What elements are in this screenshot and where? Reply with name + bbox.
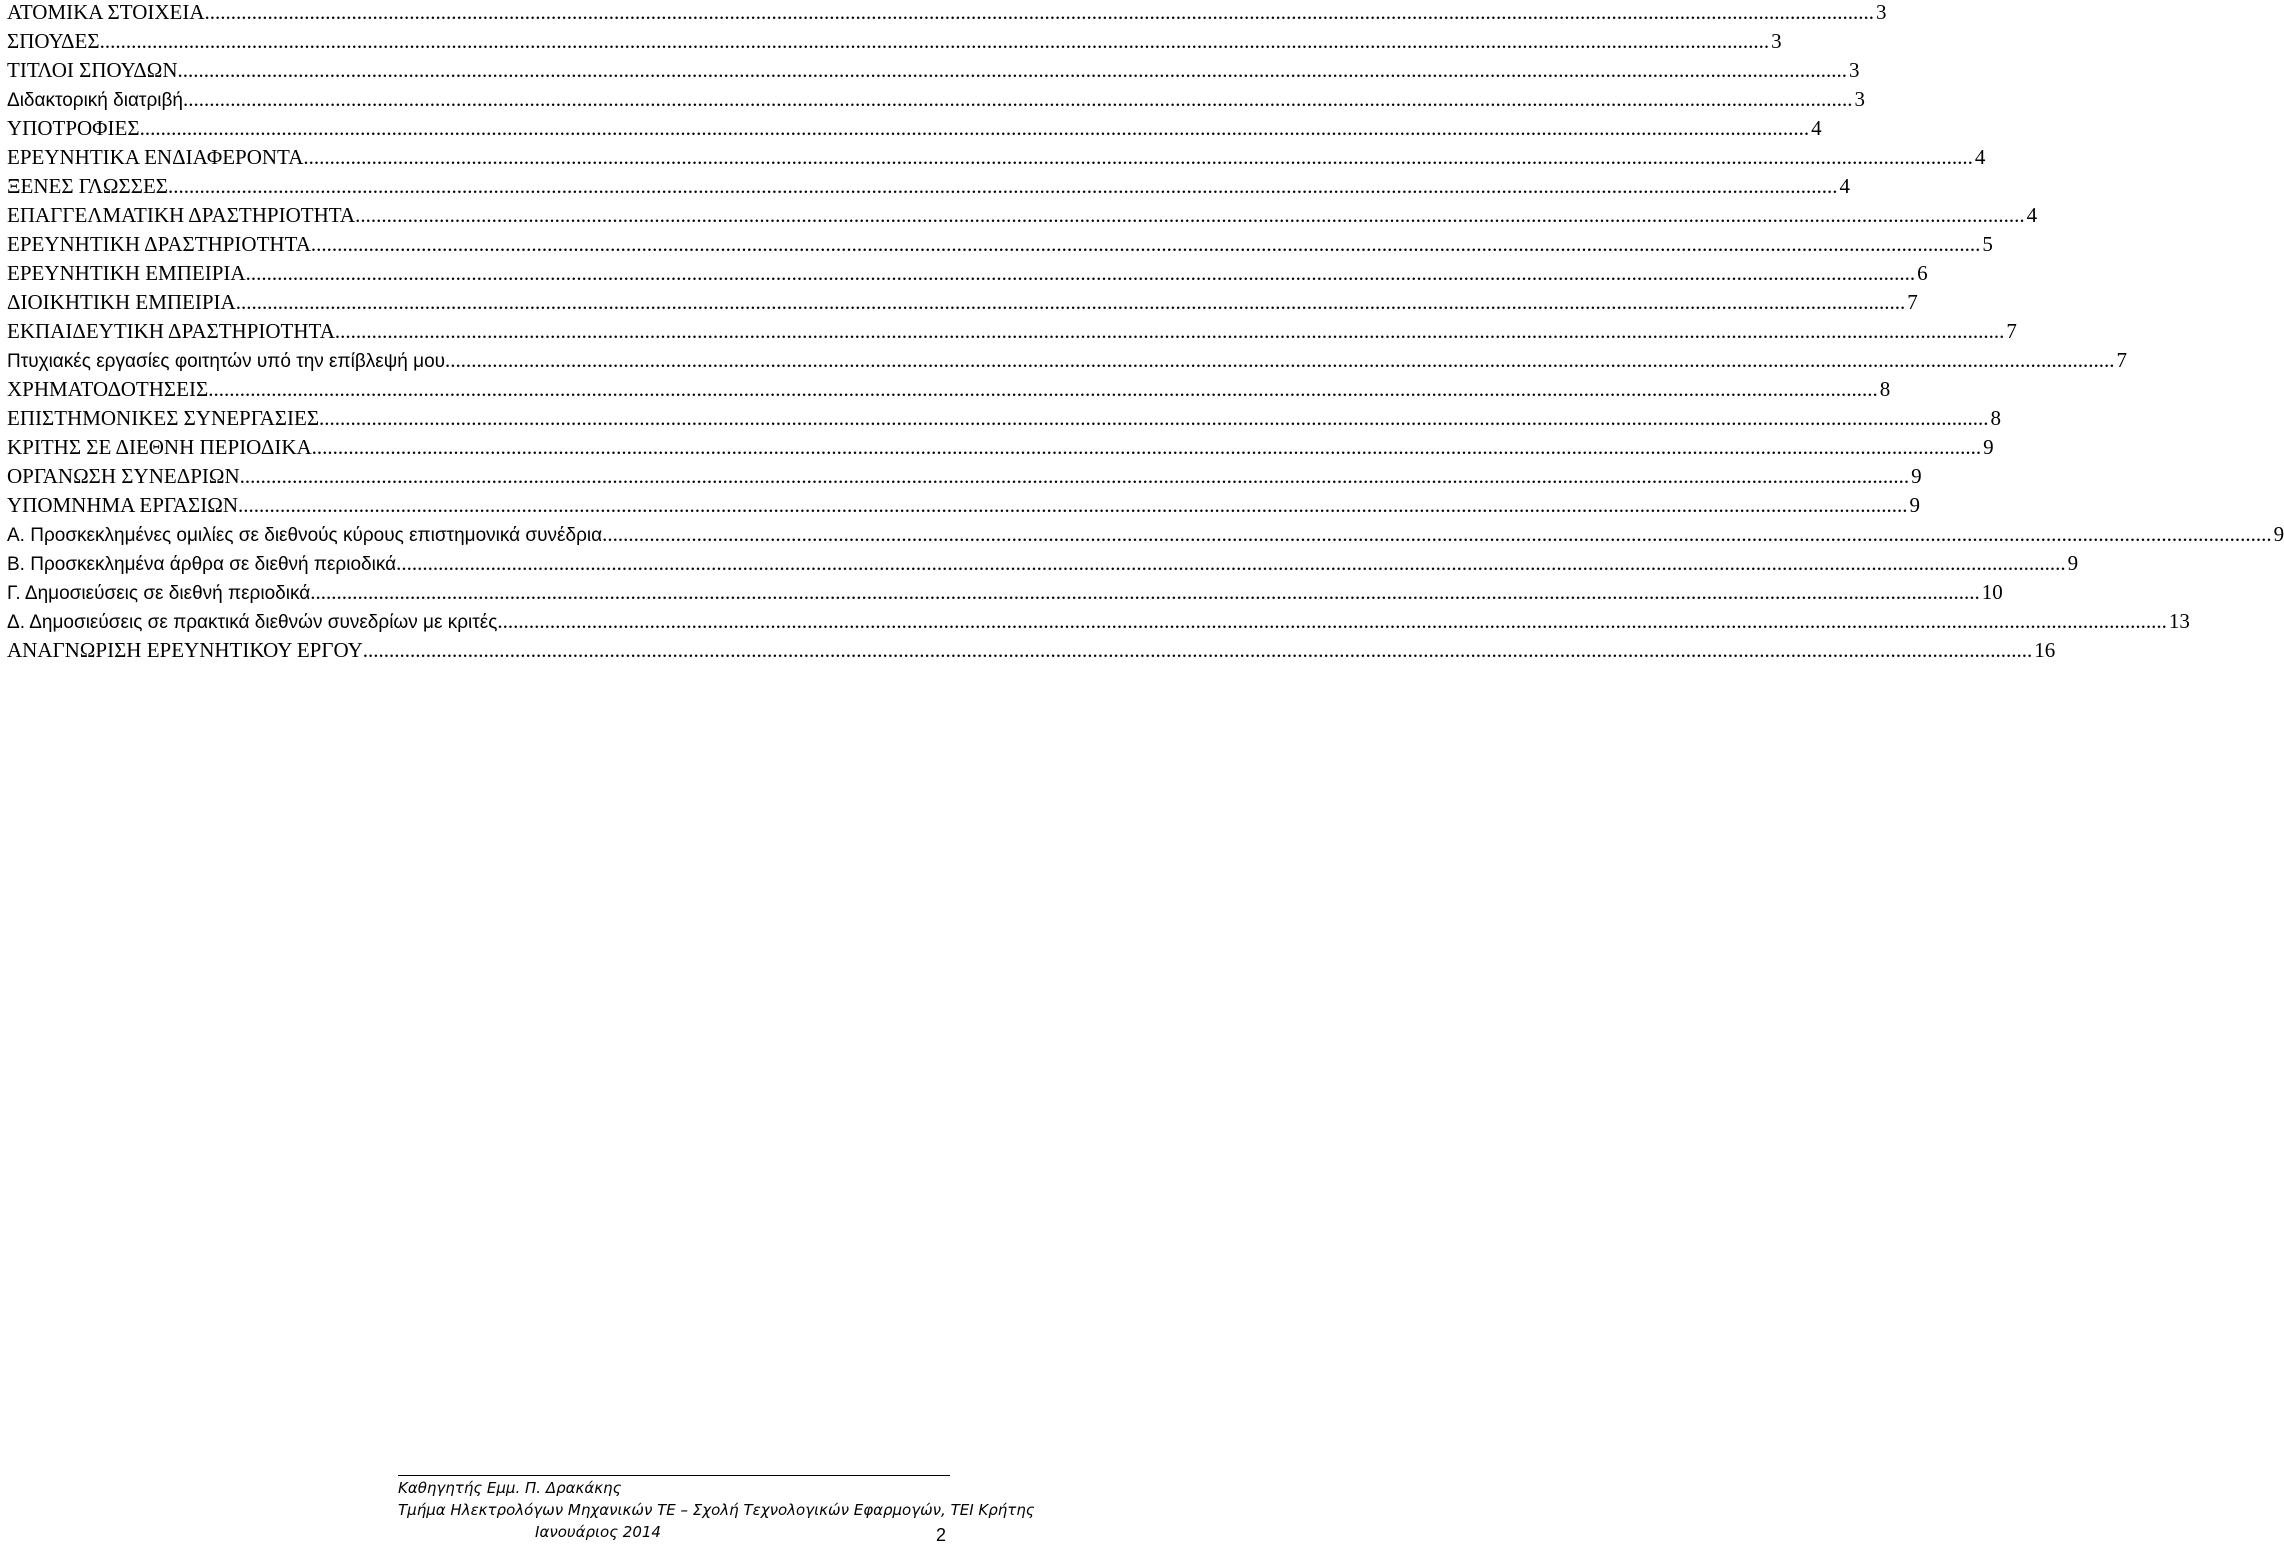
toc-entry-page: 4 xyxy=(2026,203,2038,227)
toc-dot-leader xyxy=(236,290,1906,315)
toc-dot-leader xyxy=(335,319,2005,344)
toc-dot-leader xyxy=(311,232,1981,257)
toc-entry-page: 7 xyxy=(2006,319,2017,343)
toc-entry[interactable] xyxy=(7,0,1887,29)
toc-entry-title: ΚΡΙΤΗΣ ΣΕ ΔΙΕΘΝΗ ΠΕΡΙΟΔΙΚΑ xyxy=(7,435,312,459)
toc-entry-title: Δ. Δημοσιεύσεις σε πρακτικά διεθνών συνεδρίων με κριτές xyxy=(7,612,498,633)
toc-entry-page: 8 xyxy=(1879,377,1891,401)
table-of-contents xyxy=(7,0,2284,667)
toc-entry-page: 3 xyxy=(1771,29,1782,53)
toc-entry[interactable] xyxy=(7,348,2128,377)
toc-entry-title: ΤΙΤΛΟΙ ΣΠΟΥΔΩΝ xyxy=(7,58,178,82)
toc-dot-leader xyxy=(497,609,2167,634)
toc-entry[interactable] xyxy=(7,435,1994,464)
toc-entry[interactable] xyxy=(7,87,1865,116)
toc-entry-page: 9 xyxy=(1911,464,1922,488)
toc-dot-leader xyxy=(396,551,2066,576)
toc-dot-leader xyxy=(445,348,2115,373)
toc-entry-page: 16 xyxy=(2034,638,2056,662)
toc-entry-title: Διδακτορική διατριβή xyxy=(7,90,183,111)
toc-entry[interactable] xyxy=(7,638,2056,667)
toc-entry[interactable] xyxy=(7,522,2284,551)
toc-dot-leader xyxy=(100,29,1770,54)
toc-entry-page: 4 xyxy=(1811,116,1822,140)
toc-entry[interactable] xyxy=(7,116,1822,145)
toc-entry-page: 9 xyxy=(1983,435,1994,459)
toc-entry-title: ΑΝΑΓΝΩΡΙΣΗ ΕΡΕΥΝΗΤΙΚΟΥ ΕΡΓΟΥ xyxy=(7,638,363,662)
toc-dot-leader xyxy=(310,580,1980,605)
toc-entry-title: Γ. Δημοσιεύσεις σε διεθνή περιοδικά xyxy=(7,583,311,604)
toc-dot-leader xyxy=(303,145,1973,170)
toc-dot-leader xyxy=(363,638,2033,663)
toc-dot-leader xyxy=(355,203,2025,228)
toc-entry[interactable] xyxy=(7,290,1918,319)
toc-entry[interactable] xyxy=(7,203,2038,232)
toc-dot-leader xyxy=(140,116,1810,141)
toc-entry[interactable] xyxy=(7,406,2002,435)
toc-entry-title: ΟΡΓΑΝΩΣΗ ΣΥΝΕΔΡΙΩΝ xyxy=(7,464,240,488)
toc-entry-title: ΣΠΟΥΔΕΣ xyxy=(7,29,100,53)
toc-entry-title: ΥΠΟΜΝΗΜΑ ΕΡΓΑΣΙΩΝ xyxy=(7,493,238,517)
page-footer xyxy=(0,1473,1035,1545)
toc-entry-page: 4 xyxy=(1839,174,1851,198)
toc-entry-title: ΕΡΕΥΝΗΤΙΚΑ ΕΝΔΙΑΦΕΡΟΝΤΑ xyxy=(7,145,304,169)
toc-dot-leader xyxy=(240,464,1910,489)
toc-entry-page: 9 xyxy=(2273,522,2284,546)
toc-entry[interactable] xyxy=(7,261,1928,290)
toc-entry-page: 5 xyxy=(1982,232,1993,256)
toc-dot-leader xyxy=(238,493,1908,518)
toc-entry-title: ΕΠΑΓΓΕΛΜΑΤΙΚΗ ΔΡΑΣΤΗΡΙΟΤΗΤΑ xyxy=(7,203,356,227)
toc-entry-title: ΕΠΙΣΤΗΜΟΝΙΚΕΣ ΣΥΝΕΡΓΑΣΙΕΣ xyxy=(7,406,320,430)
toc-entry[interactable] xyxy=(7,232,1993,261)
toc-entry-title: ΕΡΕΥΝΗΤΙΚΗ ΕΜΠΕΙΡΙΑ xyxy=(7,261,246,285)
toc-dot-leader xyxy=(246,261,1916,286)
toc-entry[interactable] xyxy=(7,58,1860,87)
toc-entry-title: Πτυχιακές εργασίες φοιτητών υπό την επίβλεψή μου xyxy=(7,351,446,372)
footer-date: Ιανουάριος 2014 xyxy=(535,1523,661,1541)
toc-dot-leader xyxy=(177,58,1847,83)
toc-entry[interactable] xyxy=(7,174,1851,203)
toc-entry-title: ΑΤΟΜΙΚΑ ΣΤΟΙΧΕΙΑ xyxy=(7,0,205,24)
toc-entry[interactable] xyxy=(7,464,1922,493)
toc-entry-title: Α. Προσκεκλημένες ομιλίες σε διεθνούς κύρους επιστημονικά συνέδρια xyxy=(7,525,603,546)
toc-entry[interactable] xyxy=(7,493,1920,522)
toc-entry[interactable] xyxy=(7,29,1782,58)
toc-entry[interactable] xyxy=(7,145,1986,174)
toc-entry[interactable] xyxy=(7,377,1891,406)
toc-entry-page: 7 xyxy=(1907,290,1918,314)
page-number: 2 xyxy=(935,1525,946,1545)
toc-entry-page: 6 xyxy=(1917,261,1928,285)
toc-entry-page: 13 xyxy=(2168,609,2190,633)
toc-entry-page: 3 xyxy=(1848,58,1860,82)
toc-dot-leader xyxy=(168,174,1838,199)
toc-entry-page: 3 xyxy=(1876,0,1887,24)
toc-entry-page: 4 xyxy=(1974,145,1986,169)
toc-entry-page: 3 xyxy=(1854,87,1865,111)
toc-dot-leader xyxy=(183,87,1853,112)
toc-dot-leader xyxy=(602,522,2272,547)
toc-entry-title: ΔΙΟΙΚΗΤΙΚΗ ΕΜΠΕΙΡΙΑ xyxy=(7,290,236,314)
footer-author: Καθηγητής Εμμ. Π. Δρακάκης xyxy=(398,1479,622,1497)
footer-divider xyxy=(398,1475,950,1476)
toc-dot-leader xyxy=(312,435,1982,460)
toc-entry[interactable] xyxy=(7,551,2079,580)
toc-dot-leader xyxy=(319,406,1989,431)
toc-entry[interactable] xyxy=(7,580,2003,609)
toc-entry-page: 9 xyxy=(2067,551,2079,575)
toc-entry-page: 10 xyxy=(1981,580,2003,604)
toc-entry[interactable] xyxy=(7,319,2017,348)
toc-dot-leader xyxy=(205,0,1875,25)
footer-department: Τμήμα Ηλεκτρολόγων Μηχανικών ΤΕ – Σχολή Τεχνολογικών Εφαρμογών, ΤΕΙ Κρήτης xyxy=(398,1501,1035,1519)
toc-entry-page: 7 xyxy=(2116,348,2128,372)
toc-entry-title: ΕΡΕΥΝΗΤΙΚΗ ΔΡΑΣΤΗΡΙΟΤΗΤΑ xyxy=(7,232,311,256)
toc-entry-title: ΥΠΟΤΡΟΦΙΕΣ xyxy=(7,116,140,140)
toc-entry-page: 8 xyxy=(1990,406,2002,430)
toc-entry-page: 9 xyxy=(1909,493,1920,517)
toc-entry-title: ΞΕΝΕΣ ΓΛΩΣΣΕΣ xyxy=(7,174,169,198)
toc-entry-title: ΧΡΗΜΑΤΟΔΟΤΗΣΕΙΣ xyxy=(7,377,209,401)
toc-dot-leader xyxy=(208,377,1878,402)
toc-entry[interactable] xyxy=(7,609,2190,638)
toc-entry-title: ΕΚΠΑΙΔΕΥΤΙΚΗ ΔΡΑΣΤΗΡΙΟΤΗΤΑ xyxy=(7,319,335,343)
toc-entry-title: Β. Προσκεκλημένα άρθρα σε διεθνή περιοδικά xyxy=(7,554,397,575)
